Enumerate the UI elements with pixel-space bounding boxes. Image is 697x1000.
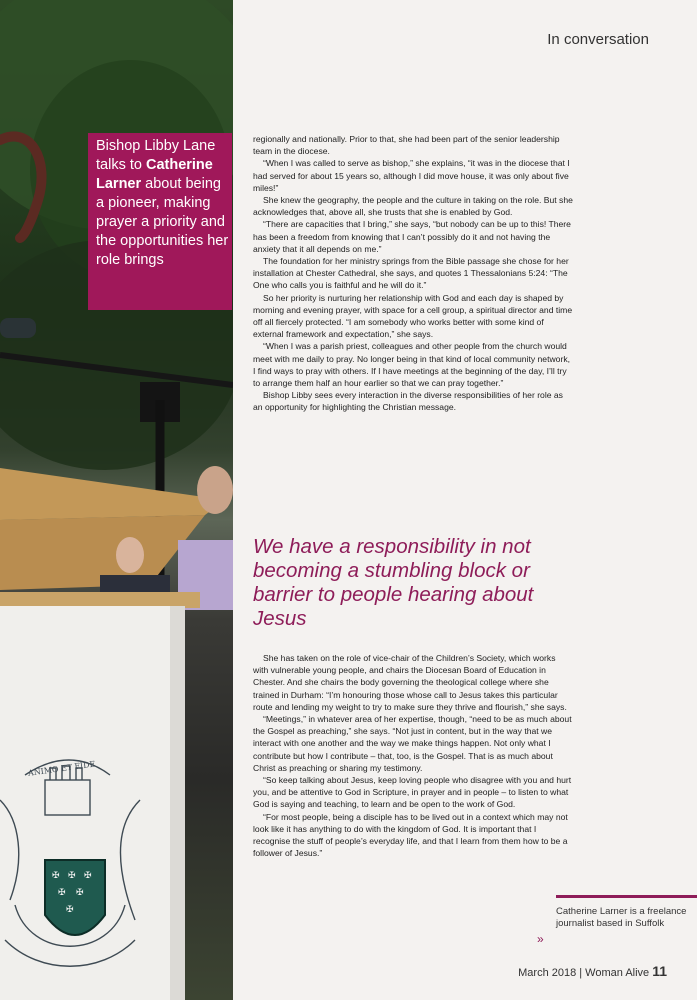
svg-text:✠: ✠	[76, 887, 84, 897]
paragraph: “When I was a parish priest, colleagues and other people from the church would meet with me daily to pray. No longer being in that kind of local community network, I find ways to pray with others. If I have meetings at the beginning of the day, I’ll try to arrange them half an hour earlier so that we can pray together.”	[253, 341, 571, 389]
paragraph: “Meetings,” in whatever area of her expertise, though, “need to be as much about the Gospel as preaching,” she says. “Not just in content, but in the way that we interact with one another and the way we make things happen. Not only what I contribute but how I contribute – that, too, is the Gospel. That is as much about Christ as preaching or sharing my testimony.	[253, 714, 572, 773]
paragraph: “So keep talking about Jesus, keep loving people who disagree with you and hurt you, and be attentive to God in Scripture, in prayer and in people – to listen to what God is saying and teaching, to learn and be open to the work of God.	[253, 775, 572, 810]
crest-motto: ANIMO ET FIDE	[27, 759, 96, 778]
intro-line1: Bishop Libby Lane talks to	[96, 138, 216, 173]
intro-author: Catherine Larner	[96, 157, 213, 192]
article-body-top	[253, 133, 573, 414]
pull-quote: We have a responsibility in not becoming a stumbling block or barrier to people hearing about Jesus	[253, 535, 534, 630]
paragraph: The foundation for her ministry springs from the Bible passage she chose for her installation at Chester Cathedral, she says, and quotes 1 Thessalonians 5:24: “The One who calls you is faithful and he will do it.”	[253, 256, 569, 291]
page-footer	[518, 963, 667, 979]
author-note: Catherine Larner is a freelance journalist based in Suffolk	[556, 895, 697, 930]
paragraph: So her priority is nurturing her relationship with God and each day is shaped by morning and evening prayer, with space for a cell group, a spiritual director and time off all fiercely protected. “I am somebody who works better with some kind of external framework and expectation,” she says.	[253, 292, 573, 340]
paragraph: “When I was called to serve as bishop,” she explains, “it was in the diocese that I had served for about 15 years so, although I did move house, it was only about five miles!”	[253, 158, 570, 193]
paragraph: “There are capacities that I bring,” she says, “but nobody can be up to this! There has been a freedom from knowing that I can’t possibly do it and not having the anxiety that it all depends on me.”	[253, 219, 571, 254]
svg-text:✠: ✠	[52, 870, 60, 880]
svg-text:✠: ✠	[66, 904, 74, 914]
paragraph: regionally and nationally. Prior to that, she had been part of the senior leadership team in the diocese.	[253, 134, 560, 157]
intro-standfirst	[88, 133, 232, 310]
paragraph: “For most people, being a disciple has to be lived out in a context which may not look like it has anything to do with the kingdom of God. It is important that I recognise the stuff of people’s everyday life, and that I learn from them how to be a follower of Jesus.”	[253, 811, 568, 859]
paragraph: Bishop Libby sees every interaction in the diverse responsibilities of her role as an opportunity for highlighting the Christian message.	[253, 390, 563, 413]
double-chevron-icon: »	[537, 932, 544, 946]
article-body-bottom	[253, 652, 573, 859]
intro-line2: about being a pioneer, making prayer a priority and the opportunities her role brings	[96, 176, 229, 268]
page-number: 11	[652, 963, 667, 979]
svg-text:✠: ✠	[68, 870, 76, 880]
paragraph: She has taken on the role of vice-chair of the Children’s Society, which works with vulnerable young people, and chairs the Diocesan Board of Education in Chester. And she chairs the body governing the theological college where she trained in Durham: “I’m honouring those whose call to Jesus takes this particular route and lending my weight to try to make sure they thrive and flourish,” she says.	[253, 653, 567, 712]
svg-text:✠: ✠	[84, 870, 92, 880]
issue-info: March 2018 | Woman Alive	[518, 967, 650, 979]
paragraph: She knew the geography, the people and the culture in taking on the role. But she acknowledges that, above all, she trusts that she is enabled by God.	[253, 195, 573, 218]
svg-text:✠: ✠	[58, 887, 66, 897]
section-label: In conversation	[547, 31, 649, 48]
